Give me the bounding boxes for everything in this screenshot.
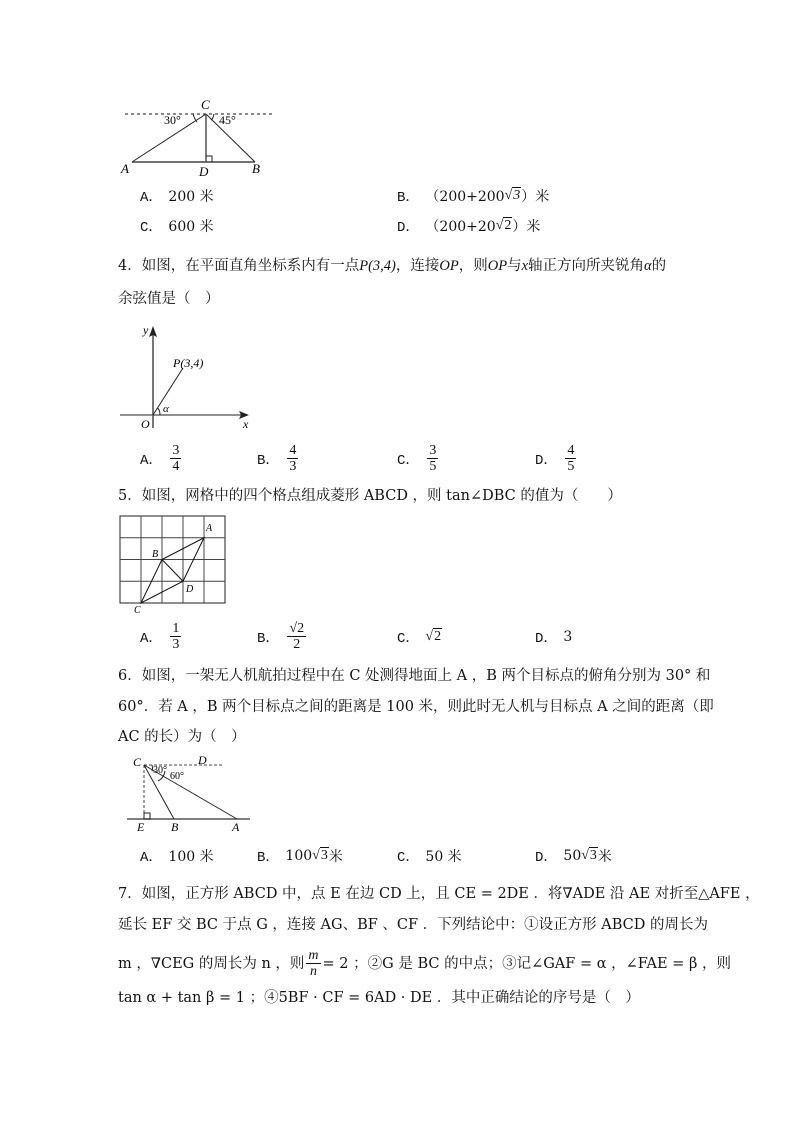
option-text-pre: 100 (285, 848, 313, 864)
option-label: C． (140, 220, 163, 236)
sqrt-expression: √2 (495, 218, 512, 233)
q6-figure (122, 752, 252, 834)
option-text: 100 米 (168, 849, 214, 865)
q4-coordinate-figure (115, 320, 265, 432)
q6-option-d[interactable] (535, 846, 612, 866)
option-text-post: ）米 (512, 219, 541, 235)
option-label: B． (257, 630, 280, 647)
sqrt-expression: √2 (425, 629, 442, 644)
q5-stem: 5．如图，网格中的四个格点组成菱形 ABCD ，则 tan∠DBC 的值为（ ） (118, 488, 622, 504)
option-label: D． (535, 631, 558, 647)
q4-option-d[interactable] (535, 443, 578, 474)
option-text: 600 米 (168, 219, 214, 235)
sqrt-expression: √3 (504, 188, 521, 203)
fraction: $\frac{√2}{2}$ (289, 621, 305, 652)
option-text-post: 米 (597, 849, 612, 865)
q3-option-b[interactable] (397, 186, 549, 206)
label-d: D (199, 164, 209, 177)
y-axis-label: y (143, 323, 149, 337)
label-a: A (232, 820, 240, 834)
q6-option-b[interactable] (257, 846, 343, 866)
q3-figure (115, 92, 285, 177)
option-label: C． (397, 452, 420, 469)
sqrt-expression: √3 (312, 848, 328, 863)
q6-option-c[interactable] (397, 846, 462, 866)
q3-option-d[interactable] (397, 216, 540, 236)
point-p-label: P(3,4) (173, 356, 204, 370)
option-text-post: 米 (328, 849, 343, 865)
sqrt-expression: √3 (581, 848, 597, 863)
fraction: $\frac{m}{n}$ (308, 948, 319, 979)
option-label: B． (397, 190, 420, 206)
label-e: E (137, 820, 145, 834)
origin-label: O (141, 417, 150, 431)
q3-option-a[interactable] (140, 186, 214, 206)
q7-stem-line4: tan α + tan β = 1 ；④5BF · CF = 6AD · DE ．其中正确结论的序号是（ ） (118, 990, 640, 1006)
label-a: A (206, 523, 213, 534)
q5-option-c[interactable] (397, 627, 442, 647)
q6-stem-line2: 60°．若 A ，B 两个目标点之间的距离是 100 米，则此时无人机与目标点 A 之间的距离（即 (118, 699, 714, 715)
q5-option-b[interactable] (257, 621, 308, 652)
option-label: A． (140, 630, 163, 647)
option-label: D． (535, 452, 558, 469)
option-label: B． (257, 452, 280, 469)
fraction: $\frac{4}{3}$ (289, 443, 297, 474)
option-label: A． (140, 452, 163, 469)
option-label: A． (140, 190, 163, 206)
label-d: D (186, 584, 194, 595)
q6-stem-line1: 6．如图，一架无人机航拍过程中在 C 处测得地面上 A ，B 两个目标点的俯角分别为 30° 和 (118, 668, 711, 684)
angle-60: 60° (170, 771, 184, 782)
q4-stem-line2: 余弦值是（ ） (118, 291, 220, 307)
option-label: D． (535, 850, 558, 866)
fraction: $\frac{1}{3}$ (172, 621, 180, 652)
label-b: B (152, 549, 159, 560)
q4-option-a[interactable] (140, 443, 183, 474)
angle-30: 30° (164, 113, 181, 127)
angle-45: 45° (219, 113, 236, 127)
label-b: B (252, 161, 260, 176)
fraction: $\frac{3}{4}$ (172, 443, 180, 474)
option-text: 50 米 (425, 849, 462, 865)
label-b: B (171, 820, 179, 834)
option-label: C． (397, 850, 420, 866)
label-c: C (201, 97, 210, 112)
q4-option-b[interactable] (257, 443, 300, 474)
label-a: A (121, 161, 129, 176)
option-text-pre: （200+20 (425, 219, 496, 235)
option-label: D． (397, 220, 420, 236)
q5-option-d[interactable] (535, 627, 572, 647)
option-label: A． (140, 850, 163, 866)
q5-option-a[interactable] (140, 621, 183, 652)
option-text-post: ）米 (521, 189, 550, 205)
q3-option-c[interactable] (140, 216, 214, 236)
option-text-pre: （200+200 (425, 189, 505, 205)
q4-option-c[interactable] (397, 443, 440, 474)
q7-stem-line1: 7．如图，正方形 ABCD 中，点 E 在边 CD 上，且 CE = 2DE ．将∇ADE 沿 AE 对折至△AFE ， (118, 886, 760, 902)
label-c: C (133, 755, 142, 769)
q6-stem-line3: AC 的长）为（ ） (118, 729, 246, 745)
q5-grid-figure (118, 514, 233, 614)
q6-option-a[interactable] (140, 846, 214, 866)
label-d: D (198, 753, 207, 767)
q7-stem-line2: 延长 EF 交 BC 于点 G ，连接 AG、BF 、CF ．下列结论中：①设正方形 ABCD 的周长为 (118, 917, 708, 933)
option-text: 200 米 (168, 189, 214, 205)
fraction: $\frac{4}{5}$ (567, 443, 575, 474)
q4-stem-line1: 4．如图，在平面直角坐标系内有一点P(3,4)，连接OP，则OP与x轴正方向所夹锐角α的 (118, 258, 667, 274)
q7-stem-line3: m ，∇CEG 的周长为 n ，则 $\frac{m}{n}$ = 2 ；②G 是 BC 的中点；③记∠GAF = α ，∠FAE = β ，则 (118, 948, 731, 979)
option-label: C． (397, 631, 420, 647)
x-axis-label: x (243, 417, 249, 431)
alpha-label: α (163, 403, 169, 415)
option-text: 3 (563, 629, 573, 645)
label-c: C (134, 605, 141, 614)
fraction: $\frac{3}{5}$ (429, 443, 437, 474)
option-label: B． (257, 850, 280, 866)
angle-30: 30° (153, 765, 167, 776)
option-text-pre: 50 (563, 848, 582, 864)
